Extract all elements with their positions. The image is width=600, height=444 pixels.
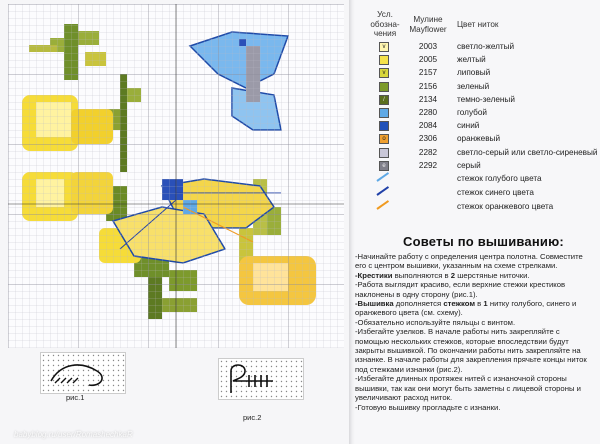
- navy-stitch-line-icon: [376, 186, 389, 196]
- legend-row: [361, 119, 593, 132]
- watermark: babyblog.ru/user/RomashechkaR: [14, 430, 133, 439]
- legend-header-symbol: Усл. обозна-чения: [370, 10, 400, 38]
- legend-stitch-name: стежок оранжевого цвета: [457, 201, 554, 211]
- cross-stitch-pattern: [8, 4, 344, 348]
- legend-row: [361, 66, 593, 79]
- advice-bold: -Вышивка: [355, 299, 394, 309]
- legend-swatch: [379, 121, 389, 131]
- right-page: [355, 0, 600, 444]
- advice-text-span: дополняется: [393, 299, 444, 309]
- fig1-stitch-diagram: [41, 353, 125, 393]
- legend-stitch-row: [361, 186, 593, 200]
- advice-paragraph: -Работа выглядит красиво, если верхние стежки крестиков наклонены в одну сторону (рис.1).: [355, 280, 566, 299]
- legend-color-name: голубой: [457, 107, 487, 117]
- advice-title: Советы по вышиванию:: [403, 234, 564, 249]
- advice-paragraph: -Начинайте работу с определения центра полотна. Совместите его с центром вышивки, указанным на схеме стрелками.: [355, 252, 583, 271]
- legend-code: 2134: [418, 94, 438, 104]
- legend-swatch: [379, 108, 389, 118]
- legend-swatch: e: [379, 161, 389, 171]
- legend-color-name: светло-желтый: [457, 42, 515, 51]
- legend-swatch: [379, 55, 389, 65]
- advice-bold: 1: [483, 299, 488, 309]
- legend-row: [361, 53, 593, 66]
- legend-code: 2084: [418, 121, 438, 131]
- orange-stitch-line-icon: [376, 200, 389, 210]
- advice-text-span: выполняются в: [392, 270, 451, 280]
- blue-stitch-line-icon: [376, 172, 389, 182]
- legend-row: [361, 132, 593, 145]
- fig1-label: рис.1: [66, 393, 85, 402]
- legend-code: 2282: [418, 147, 438, 157]
- embroidery-chart: [8, 4, 344, 348]
- legend-color-name: желтый: [457, 55, 486, 65]
- legend-row: [361, 106, 593, 119]
- legend-swatch: v: [379, 42, 389, 52]
- advice-text-span: нитку голубого, синего и оранжевого цвета (см. схему).: [355, 299, 577, 318]
- advice-bold: стежком: [443, 299, 476, 309]
- legend-color-name: серый: [457, 160, 481, 170]
- legend-row: [361, 80, 593, 93]
- legend-code: 2157: [418, 68, 438, 78]
- legend-row: [361, 40, 593, 53]
- figure-2: [218, 358, 304, 400]
- legend-swatch: /: [379, 95, 389, 105]
- advice-text-span: в: [475, 299, 484, 309]
- legend-color-name: зеленый: [457, 81, 490, 91]
- legend-swatch: [379, 82, 389, 92]
- advice-text-span: шерстяные ниточки.: [455, 270, 530, 280]
- advice-bold: 2: [450, 270, 456, 280]
- legend-row: [361, 93, 593, 106]
- legend-color-name: темно-зеленый: [457, 94, 515, 104]
- legend-color-name: светло-серый или светло-сиреневый: [457, 147, 598, 157]
- legend-code: 2280: [418, 107, 438, 117]
- legend-code: 2005: [418, 55, 438, 65]
- legend-header-brand: Мулине Mayflower: [409, 15, 447, 34]
- advice-paragraph: -Избегайте длинных протяжек нитей с изнаночной стороны вышивки, так как они могут быть заметны с лицевой стороны и увеличивают расход ниток.: [355, 374, 581, 403]
- legend-swatch: v: [379, 68, 389, 78]
- legend-code: 2306: [418, 134, 438, 144]
- legend-color-name: оранжевый: [457, 134, 501, 144]
- legend-stitch-name: стежок синего цвета: [457, 187, 534, 197]
- thread-legend: [361, 40, 598, 214]
- advice-paragraph: -Избегайте узелков. В начале работы нить закрепляйте с помощью нескольких стежков, которые впоследствии будут закрыты вышивкой. По окончании работы нить закрепляйте на изнанке. В начале работы для закрепления прячьте концы ниток под стежками изнанки (рис.2).: [355, 327, 587, 374]
- figure-1: [40, 352, 126, 394]
- legend-header-color: Цвет ниток: [457, 20, 499, 29]
- legend-stitch-row: [361, 172, 593, 186]
- advice-bold: -Крестики: [355, 270, 393, 280]
- advice-paragraph: [355, 299, 595, 318]
- legend-stitch-row: [361, 200, 593, 214]
- advice-paragraph: -Готовую вышивку прогладьте с изнанки.: [355, 402, 501, 412]
- legend-code: 2156: [418, 81, 438, 91]
- advice-paragraph: [355, 271, 595, 280]
- legend-stitch-name: стежок голубого цвета: [457, 173, 542, 183]
- fig2-label: рис.2: [243, 413, 262, 422]
- legend-swatch: o: [379, 134, 389, 144]
- legend-color-name: липовый: [457, 68, 491, 78]
- legend-code: 2003: [418, 42, 438, 51]
- advice-text: [355, 252, 595, 412]
- legend-header: [361, 10, 593, 40]
- fig2-stitch-diagram: [219, 359, 303, 399]
- legend-row: [361, 146, 598, 159]
- legend-code: 2292: [418, 160, 438, 170]
- advice-paragraph: -Обязательно используйте пяльцы с винтом.: [355, 317, 516, 327]
- legend-swatch: [379, 148, 389, 158]
- legend-color-name: синий: [457, 121, 480, 131]
- legend-row: [361, 159, 593, 172]
